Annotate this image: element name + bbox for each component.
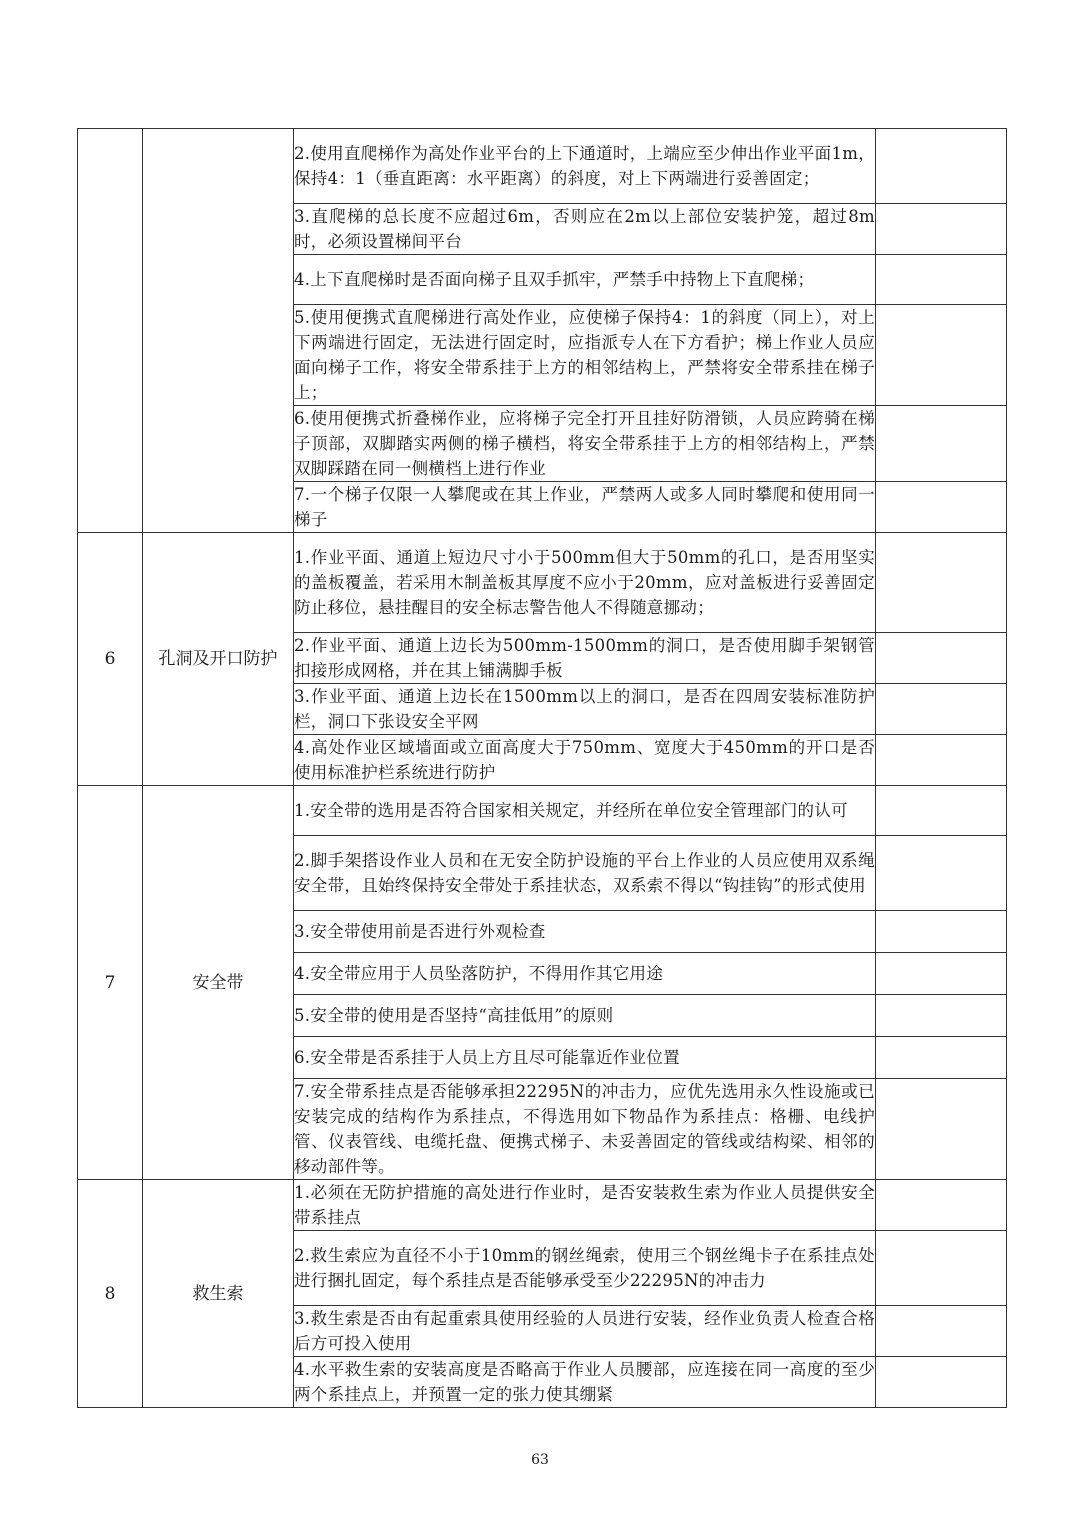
check-content-cell [294,995,876,1037]
table-row [78,1180,1007,1231]
table-row [78,129,1007,204]
result-cell [876,1357,1007,1408]
check-content: 6.安全带是否系挂于人员上方且尽可能靠近作业位置 [294,1048,680,1067]
check-content-cell [294,1306,876,1357]
result-cell [876,305,1007,406]
check-content-cell [294,911,876,953]
result-cell [876,129,1007,204]
result-cell [876,1079,1007,1180]
check-content: 3.直爬梯的总长度不应超过6m，否则应在2m以上部位安装护笼，超过8m时，必须设置梯间平台 [294,207,875,251]
page-number: 63 [531,1452,549,1468]
check-content: 4.安全带应用于人员坠落防护，不得用作其它用途 [294,964,664,983]
check-content-cell [294,953,876,995]
result-cell [876,735,1007,786]
check-content: 2.使用直爬梯作为高处作业平台的上下通道时，上端应至少伸出作业平面1m，保持4：1（垂直距离：水平距离）的斜度，对上下两端进行妥善固定； [294,144,875,188]
check-content: 3.安全带使用前是否进行外观检查 [294,922,546,941]
table-row [78,786,1007,836]
item-name: 孔洞及开口防护 [158,649,278,669]
item-name: 救生索 [192,1283,244,1304]
check-content: 1.作业平面、通道上短边尺寸小于500mm但大于50mm的孔口，是否用坚实的盖板覆盖，若采用木制盖板其厚度不应小于20mm，应对盖板进行妥善固定防止移位，悬挂醒目的安全标志警告他人不得随意挪动； [294,548,875,617]
check-content-cell [294,1231,876,1306]
result-cell [876,995,1007,1037]
check-content-cell [294,533,876,633]
item-number-cell: 8 [78,1180,143,1408]
item-name-cell [143,129,294,533]
check-content-cell [294,204,876,255]
item-number-cell: 6 [78,533,143,786]
check-content: 3.救生索是否由有起重索具使用经验的人员进行安装，经作业负责人检查合格后方可投入使用 [294,1309,875,1353]
check-content-cell [294,255,876,305]
check-content: 5.使用便携式直爬梯进行高处作业，应使梯子保持4：1的斜度（同上），对上下两端进行固定，无法进行固定时，应指派专人在下方看护；梯上作业人员应面向梯子工作，将安全带系挂于上方的相邻结构上，严禁将安全带系挂在梯子上； [294,308,875,402]
inspection-checklist-table [77,128,1007,1408]
result-cell [876,684,1007,735]
result-cell [876,533,1007,633]
check-content: 4.上下直爬梯时是否面向梯子且双手抓牢，严禁手中持物上下直爬梯； [294,270,815,289]
check-content-cell [294,406,876,482]
check-content: 1.必须在无防护措施的高处进行作业时，是否安装救生索为作业人员提供安全带系挂点 [294,1183,875,1227]
result-cell [876,911,1007,953]
check-content: 2.救生索应为直径不小于10mm的钢丝绳索，使用三个钢丝绳卡子在系挂点处进行捆扎固定，每个系挂点是否能够承受至少22295N的冲击力 [294,1246,875,1290]
item-number-cell: 7 [78,786,143,1180]
check-content: 1.安全带的选用是否符合国家相关规定，并经所在单位安全管理部门的认可 [294,801,848,820]
check-content: 3.作业平面、通道上边长在1500mm以上的洞口，是否在四周安装标准防护栏，洞口下张设安全平网 [294,687,875,731]
result-cell [876,406,1007,482]
check-content-cell [294,482,876,533]
check-content-cell [294,1357,876,1408]
check-content: 5.安全带的使用是否坚持“高挂低用”的原则 [294,1006,614,1025]
result-cell [876,1231,1007,1306]
check-content: 7.一个梯子仅限一人攀爬或在其上作业，严禁两人或多人同时攀爬和使用同一梯子 [294,485,875,529]
table-row [78,533,1007,633]
result-cell [876,482,1007,533]
result-cell [876,1306,1007,1357]
check-content-cell [294,1037,876,1079]
check-content: 6.使用便携式折叠梯作业，应将梯子完全打开且挂好防滑锁，人员应跨骑在梯子顶部，双脚踏实两侧的梯子横档，将安全带系挂于上方的相邻结构上，严禁双脚踩踏在同一侧横档上进行作业 [294,409,875,478]
check-content: 2.作业平面、通道上边长为500mm-1500mm的洞口，是否使用脚手架钢管扣接形成网格，并在其上铺满脚手板 [294,636,875,680]
result-cell [876,836,1007,911]
result-cell [876,786,1007,836]
check-content: 7.安全带系挂点是否能够承担22295N的冲击力，应优先选用永久性设施或已安装完成的结构作为系挂点，不得选用如下物品作为系挂点：格栅、电线护管、仪表管线、电缆托盘、便携式梯子、未妥善固定的管线或结构梁、相邻的移动部件等。 [294,1082,875,1176]
result-cell [876,255,1007,305]
check-content: 2.脚手架搭设作业人员和在无安全防护设施的平台上作业的人员应使用双系绳安全带，且始终保持安全带处于系挂状态，双系索不得以“钩挂钩”的形式使用 [294,851,875,895]
check-content: 4.水平救生索的安装高度是否略高于作业人员腰部，应连接在同一高度的至少两个系挂点上，并预置一定的张力使其绷紧 [294,1360,875,1404]
result-cell [876,633,1007,684]
check-content: 4.高处作业区域墙面或立面高度大于750mm、宽度大于450mm的开口是否使用标准护栏系统进行防护 [294,738,875,782]
item-number-cell [78,129,143,533]
result-cell [876,953,1007,995]
check-content-cell [294,129,876,204]
check-content-cell [294,305,876,406]
check-content-cell [294,1079,876,1180]
check-content-cell [294,1180,876,1231]
item-name-cell [143,786,294,1180]
result-cell [876,1037,1007,1079]
item-name-cell [143,1180,294,1408]
check-content-cell [294,684,876,735]
check-content-cell [294,786,876,836]
item-name: 安全带 [192,972,244,993]
check-content-cell [294,735,876,786]
check-content-cell [294,633,876,684]
check-content-cell [294,836,876,911]
result-cell [876,1180,1007,1231]
result-cell [876,204,1007,255]
item-name-cell [143,533,294,786]
